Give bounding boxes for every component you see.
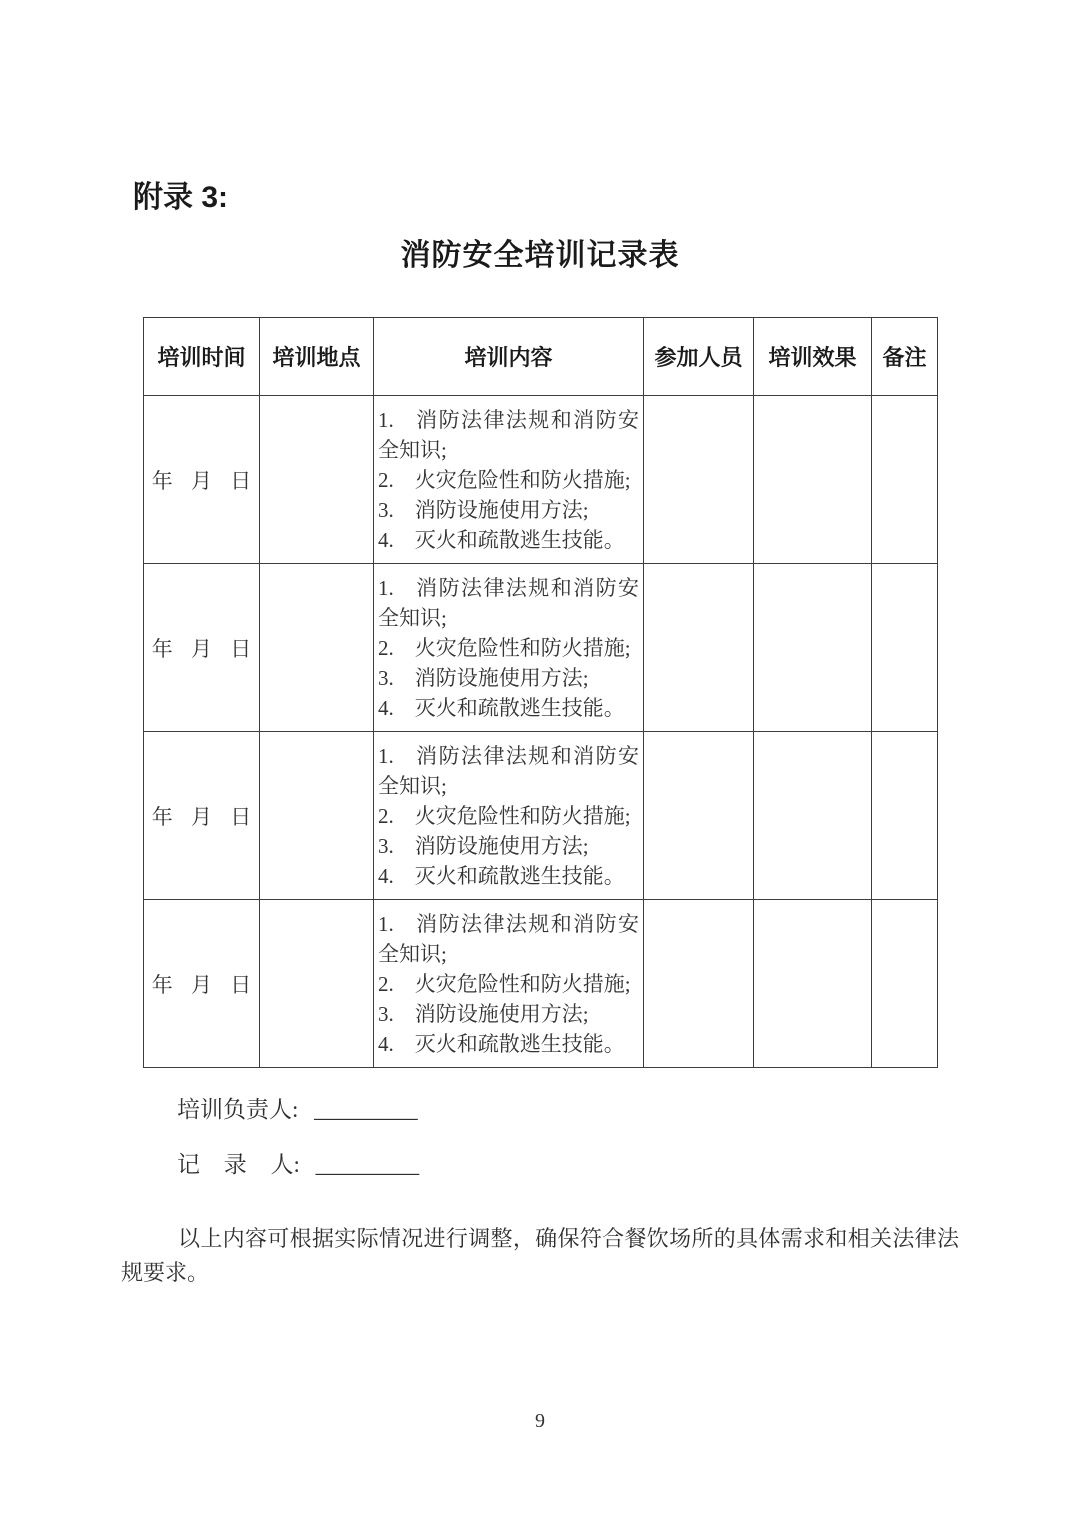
participants-cell [644, 564, 754, 732]
col-header-training-effect: 培训效果 [754, 318, 872, 396]
col-header-participants: 参加人员 [644, 318, 754, 396]
training-location-cell [260, 396, 374, 564]
training-record-table [143, 317, 938, 1068]
training-time-cell: 年 月 日 [144, 732, 260, 900]
content-item: 2. 火灾危险性和防火措施; [378, 803, 631, 828]
col-header-training-location: 培训地点 [260, 318, 374, 396]
recorder-signature-line [177, 1146, 419, 1176]
training-content-cell [374, 396, 644, 564]
content-item: 4. 灭火和疏散逃生技能。 [378, 527, 625, 552]
content-item: 1. 消防法律法规和消防安全知识; [378, 575, 639, 630]
trainer-signature-line [177, 1091, 419, 1121]
recorder-signature-blank: _________ [315, 1152, 420, 1177]
training-location-cell [260, 564, 374, 732]
training-content-cell [374, 564, 644, 732]
training-effect-cell [754, 900, 872, 1068]
content-item: 4. 灭火和疏散逃生技能。 [378, 1031, 625, 1056]
training-effect-cell [754, 396, 872, 564]
signature-block [177, 1091, 419, 1201]
col-header-training-time: 培训时间 [144, 318, 260, 396]
remark-cell [872, 564, 938, 732]
participants-cell [644, 396, 754, 564]
training-content-cell [374, 732, 644, 900]
recorder-label: 记 录 人: [177, 1152, 300, 1177]
training-time-cell: 年 月 日 [144, 900, 260, 1068]
content-item: 4. 灭火和疏散逃生技能。 [378, 863, 625, 888]
content-item: 2. 火灾危险性和防火措施; [378, 467, 631, 492]
content-item: 4. 灭火和疏散逃生技能。 [378, 695, 625, 720]
content-item: 1. 消防法律法规和消防安全知识; [378, 911, 639, 966]
table-row [144, 396, 938, 564]
content-item: 2. 火灾危险性和防火措施; [378, 635, 631, 660]
content-item: 1. 消防法律法规和消防安全知识; [378, 743, 639, 798]
remark-cell [872, 900, 938, 1068]
training-effect-cell [754, 564, 872, 732]
table-row [144, 564, 938, 732]
training-time-cell: 年 月 日 [144, 564, 260, 732]
content-item: 2. 火灾危险性和防火措施; [378, 971, 631, 996]
trainer-label: 培训负责人: [177, 1097, 299, 1122]
table-header-row [144, 318, 938, 396]
col-header-remark: 备注 [872, 318, 938, 396]
content-item: 3. 消防设施使用方法; [378, 665, 589, 690]
content-item: 3. 消防设施使用方法; [378, 833, 589, 858]
page-number: 9 [535, 1410, 545, 1432]
remark-cell [872, 732, 938, 900]
adjustment-note: 以上内容可根据实际情况进行调整，确保符合餐饮场所的具体需求和相关法律法规要求。 [121, 1226, 959, 1285]
participants-cell [644, 900, 754, 1068]
trainer-signature-blank: _________ [314, 1097, 418, 1122]
content-item: 3. 消防设施使用方法; [378, 497, 589, 522]
training-time-cell: 年 月 日 [144, 396, 260, 564]
training-location-cell [260, 900, 374, 1068]
remark-cell [872, 396, 938, 564]
table-row [144, 732, 938, 900]
col-header-training-content: 培训内容 [374, 318, 644, 396]
page-title: 消防安全培训记录表 [400, 239, 680, 272]
content-item: 3. 消防设施使用方法; [378, 1001, 589, 1026]
training-content-cell [374, 900, 644, 1068]
table-row [144, 900, 938, 1068]
appendix-label: 附录 3: [133, 181, 229, 214]
training-effect-cell [754, 732, 872, 900]
training-location-cell [260, 732, 374, 900]
content-item: 1. 消防法律法规和消防安全知识; [378, 407, 639, 462]
participants-cell [644, 732, 754, 900]
